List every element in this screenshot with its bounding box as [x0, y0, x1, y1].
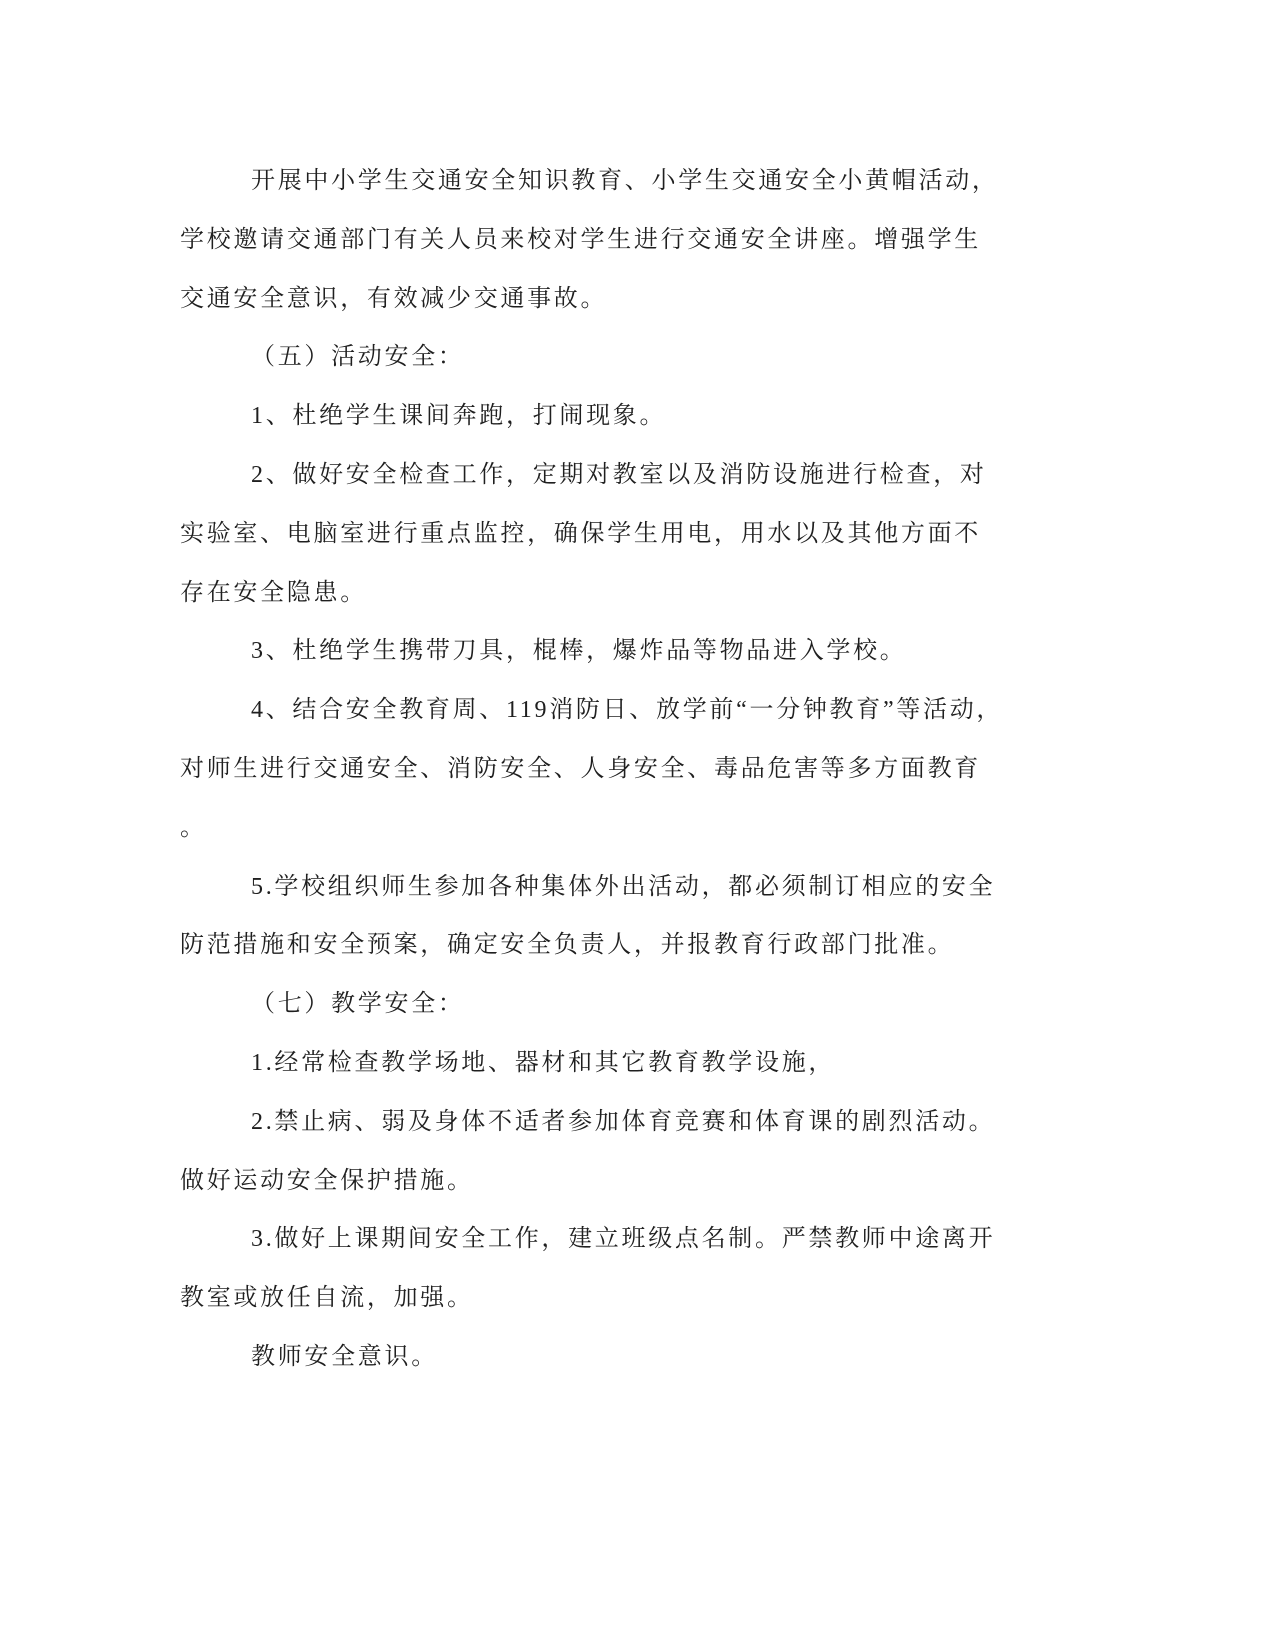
text-line: 3.做好上课期间安全工作，建立班级点名制。严禁教师中途离开	[251, 1226, 996, 1253]
text-line: 教师安全意识。	[251, 1343, 438, 1370]
paragraph-item-5	[180, 858, 1020, 976]
document-body	[180, 152, 1020, 1387]
paragraph-teaching-item-1	[180, 1034, 1020, 1093]
section-heading: （七）教学安全：	[251, 991, 465, 1018]
paragraph-teaching-item-2	[180, 1093, 1020, 1211]
section-heading-teaching-safety	[180, 975, 1020, 1034]
text-line: 对师生进行交通安全、消防安全、人身安全、毒品危害等多方面教育	[180, 755, 981, 782]
section-heading-activity-safety	[180, 328, 1020, 387]
text-line: 4、结合安全教育周、119消防日、放学前“一分钟教育”等活动，	[251, 697, 1004, 724]
text-line: 2、做好安全检查工作，定期对教室以及消防设施进行检查，对	[251, 461, 987, 488]
text-line: 2.禁止病、弱及身体不适者参加体育竞赛和体育课的剧烈活动。	[251, 1108, 996, 1135]
paragraph-item-4	[180, 681, 1020, 857]
paragraph-traffic-safety	[180, 152, 1020, 328]
paragraph-item-3	[180, 622, 1020, 681]
text-line: 1.经常检查教学场地、器材和其它教育教学设施，	[251, 1049, 836, 1076]
text-line: 1、杜绝学生课间奔跑，打闹现象。	[251, 403, 667, 430]
section-heading: （五）活动安全：	[251, 344, 465, 371]
paragraph-item-2	[180, 446, 1020, 622]
text-line: 交通安全意识，有效减少交通事故。	[180, 285, 608, 312]
text-line: 防范措施和安全预案，确定安全负责人，并报教育行政部门批准。	[180, 932, 955, 959]
text-line: 做好运动安全保护措施。	[180, 1167, 474, 1194]
text-line: 实验室、电脑室进行重点监控，确保学生用电，用水以及其他方面不	[180, 520, 981, 547]
paragraph-item-1	[180, 387, 1020, 446]
text-line: 学校邀请交通部门有关人员来校对学生进行交通安全讲座。增强学生	[180, 226, 981, 253]
text-line: 教室或放任自流，加强。	[180, 1285, 474, 1312]
text-line: 5.学校组织师生参加各种集体外出活动，都必须制订相应的安全	[251, 873, 996, 900]
text-line: 存在安全隐患。	[180, 579, 367, 606]
paragraph-teacher-awareness	[180, 1328, 1020, 1387]
text-line: 开展中小学生交通安全知识教育、小学生交通安全小黄帽活动，	[251, 168, 999, 194]
paragraph-teaching-item-3	[180, 1210, 1020, 1328]
text-line: 3、杜绝学生携带刀具，棍棒，爆炸品等物品进入学校。	[251, 638, 907, 665]
text-line: 。	[180, 814, 207, 841]
